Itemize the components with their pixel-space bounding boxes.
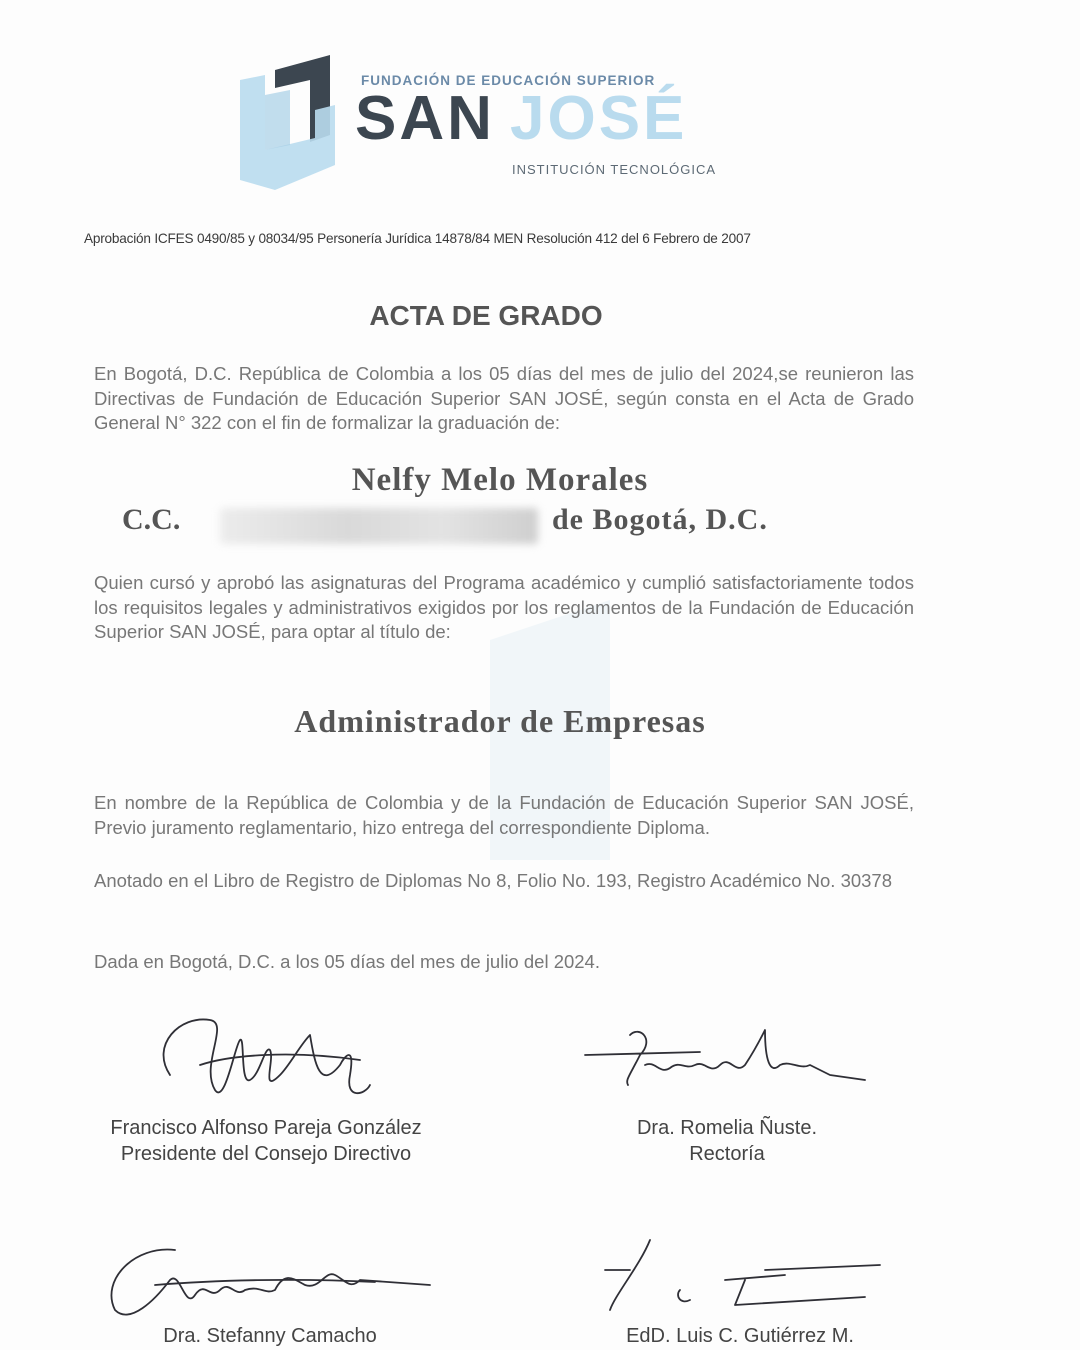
signature-president bbox=[140, 1005, 380, 1115]
logo-mark-icon bbox=[235, 50, 345, 195]
signatory-4-name: EdD. Luis C. Gutiérrez M. bbox=[626, 1325, 854, 1347]
signatory-1-name: Francisco Alfonso Pareja González bbox=[110, 1117, 422, 1139]
signature-gutierrez bbox=[595, 1235, 895, 1325]
approval-line: Aprobación ICFES 0490/85 y 08034/95 Personería Jurídica 14878/84 MEN Resolución 412 del 6 Febrero de 2007 bbox=[84, 231, 751, 246]
award-paragraph: En nombre de la República de Colombia y de la Fundación de Educación Superior SAN JOSÉ, Previo juramento reglamentario, hizo entrega del correspondiente Diploma. bbox=[94, 792, 914, 838]
registry-paragraph: Anotado en el Libro de Registro de Diplomas No 8, Folio No. 193, Registro Académico No. 30378 bbox=[94, 870, 893, 891]
intro-paragraph: En Bogotá, D.C. República de Colombia a los 05 días del mes de julio del 2024,se reunieron las Directivas de Fundación de Educación Superior SAN JOSÉ, según consta en el Acta de Grado General N° 322 con el fin de formalizar la graduación de: bbox=[94, 363, 914, 433]
logo-word-jose: JOSÉ bbox=[510, 84, 688, 153]
signature-rector bbox=[580, 1020, 870, 1100]
signatory-2-role: Rectoría bbox=[689, 1143, 765, 1165]
redacted-id-number bbox=[220, 508, 538, 544]
degree-title: Administrador de Empresas bbox=[294, 703, 706, 739]
graduate-name: Nelfy Melo Morales bbox=[351, 462, 649, 498]
signatory-1 bbox=[86, 1115, 446, 1167]
logo-word-san: SAN bbox=[355, 84, 495, 153]
id-label: C.C. bbox=[122, 503, 181, 536]
logo-foundation-text: FUNDACIÓN DE EDUCACIÓN SUPERIOR bbox=[361, 73, 656, 88]
id-city: de Bogotá, D.C. bbox=[552, 503, 768, 536]
logo-institution-text: INSTITUCIÓN TECNOLÓGICA bbox=[512, 162, 717, 177]
signatory-3 bbox=[130, 1323, 410, 1349]
signatory-2 bbox=[582, 1115, 872, 1167]
signatory-4 bbox=[595, 1323, 885, 1349]
signatory-2-name: Dra. Romelia Ñuste. bbox=[636, 1117, 818, 1139]
program-paragraph: Quien cursó y aprobó las asignaturas del Programa académico y cumplió satisfactoriamente todos los requisitos legales y administrativos exigidos por los reglamentos de la Fundación de Educación Superior SAN JOSÉ, para optar al título de: bbox=[94, 572, 914, 642]
document-title: ACTA DE GRADO bbox=[369, 300, 603, 331]
signatory-3-name: Dra. Stefanny Camacho bbox=[163, 1325, 377, 1347]
signatory-1-role: Presidente del Consejo Directivo bbox=[120, 1143, 412, 1165]
date-paragraph: Dada en Bogotá, D.C. a los 05 días del mes de julio del 2024. bbox=[94, 951, 600, 972]
signature-camacho bbox=[95, 1240, 435, 1330]
institution-logo bbox=[235, 50, 755, 200]
